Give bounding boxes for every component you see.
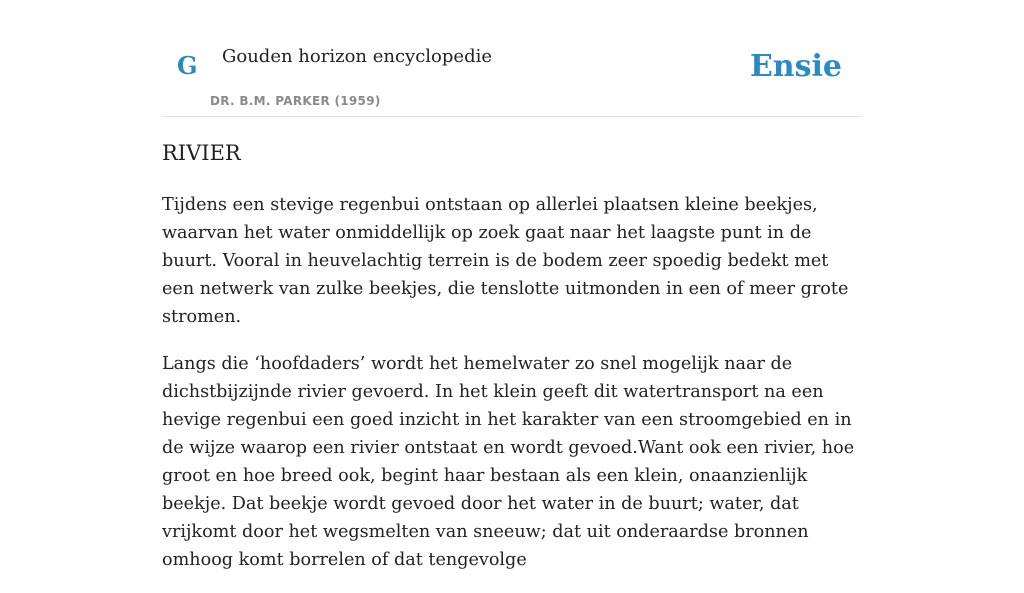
- source-author: DR. B.M. PARKER (1959): [210, 94, 381, 108]
- article-paragraph: Tijdens een stevige regenbui ontstaan op allerlei plaatsen kleine beekjes, waarvan het water onmiddellijk op zoek gaat naar het laagste punt in de buurt. Vooral in heuvelachtig terrein is de bodem zeer spoedig bedekt met een netwerk van zulke beekjes, die tenslotte uitmonden in een of meer grote stromen.: [162, 195, 849, 328]
- article-paragraph: Langs die ‘hoofdaders’ wordt het hemelwater zo snel mogelijk naar de dichstbijzijnde rivier gevoerd. In het klein geeft dit watertransport na een hevige regenbui een goed inzicht in het karakter van een stroomgebied en in de wijze waarop een rivier ontstaat en wordt gevoed.Want ook een rivier, hoe groot en hoe breed ook, begint haar bestaan als een klein, onaanzienlijk beekje. Dat beekje wordt gevoed door het water in de buurt; water, dat vrijkomt door het wegsmelten van sneeuw; dat uit onderaardse bronnen omhoog komt borrelen of dat tengevolge: [162, 354, 855, 571]
- article: [162, 140, 862, 593]
- source-header: [162, 0, 862, 117]
- source-book-title[interactable]: Gouden horizon encyclopedie: [222, 46, 492, 67]
- article-title: RIVIER: [162, 141, 241, 165]
- source-logo[interactable]: G: [177, 51, 198, 80]
- brand-logo-link[interactable]: Ensie: [749, 49, 842, 84]
